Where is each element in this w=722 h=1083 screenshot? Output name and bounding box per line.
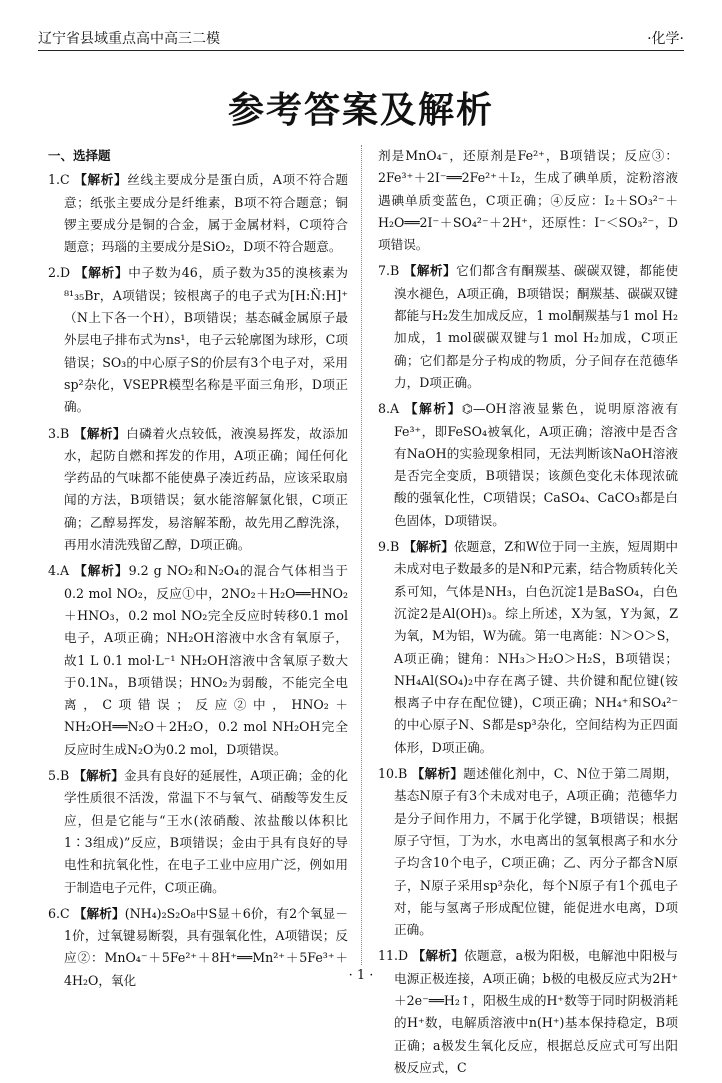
header-subject: ·化学· <box>647 31 684 47</box>
page-number: · 1 · <box>348 968 374 983</box>
answer-item: 2.D 【解析】中子数为46，质子数为35的溴核素为⁸¹₃₅Br，A项错误；铵根离子的电子式为[H:N̈:H]⁺（N上下各一个H），B项错误；基态碱金属原子最外层电子排布式为ns¹，电子云轮廓图为球形，C项错误；SO₃的中心原子S的价层有3个电子对，采用sp²杂化，VSEPR模型名称是平面三角形，D项正确。 <box>48 265 348 415</box>
answer-item: 3.B 【解析】白磷着火点较低，液溴易挥发，故添加水，起防自燃和挥发的作用，A项正确；闻任何化学药品的气味都不能使鼻子凑近药品，应该采取扇闻的方法，B项错误；氨水能溶解氯化银，C项正确；乙醇易挥发，易溶解苯酚，故先用乙醇洗涤，再用水清洗残留乙醇，D项正确。 <box>48 425 349 553</box>
column-divider <box>361 145 362 965</box>
answer-item: 7.B 【解析】它们都含有酮羰基、碳碳双键，都能使溴水褪色，A项正确，B项错误；酮羰基、碳碳双键都能与H₂发生加成反应，1 mol酮羰基与1 mol H₂加成，1 mol碳碳双键与1 mol H₂加成，C项正确；它们都是分子构成的物质，分子间存在范德华力，D项正确。 <box>378 263 679 390</box>
right-column <box>378 145 678 1083</box>
page-header <box>38 22 684 51</box>
answer-item: 8.A 【解析】⌬—OH溶液显紫色，说明原溶液有Fe³⁺，即FeSO₄被氧化，A项正确；溶液中是否含有NaOH的实验现象相同，无法判断该NaOH溶液是否完全变质，B项错误；该颜色变化未体现浓硫酸的强氧化性，C项错误；CaSO₄、CaCO₃都是白色固体，D项错误。 <box>378 401 678 528</box>
answer-item: 6.C 【解析】(NH₄)₂S₂O₈中S显＋6价，有2个氧显－1价，过氧键易断裂，具有强氧化性，A项错误；反应②：MnO₄⁻＋5Fe²⁺＋8H⁺══Mn²⁺＋5Fe³⁺＋4H₂O，氧化 <box>48 905 348 988</box>
left-column <box>48 145 348 996</box>
page-title: 参考答案及解析 <box>227 90 494 131</box>
answer-item: 5.B 【解析】金具有良好的延展性，A项正确；金的化学性质很不活泼，常温下不与氧气、硝酸等发生反应，但是它能与“王水(浓硝酸、浓盐酸以体积比1∶3组成)”反应，B项错误；金由于具有良好的导电性和抗氧化性，在电子工业中应用广泛，例如用于制造电子元件，C项正确。 <box>48 768 348 895</box>
answer-item: 11.D 【解析】依题意，a极为阳极，电解池中阳极与电源正极连接，A项正确；b极的电极反应式为2H⁺＋2e⁻══H₂↑，阳极生成的H⁺数等于同时阴极消耗的H⁺数，电解质溶液中n(H⁺)基本保持稳定，B项正确；a极发生氧化反应，根据总反应式可写出阳极反应式，C <box>378 948 678 1075</box>
header-exam-title: 辽宁省县域重点高中高三二模 <box>38 31 220 47</box>
section-heading: 一、选择题 <box>48 148 111 163</box>
answer-item: 9.B 【解析】依题意，Z和W位于同一主族，短周期中未成对电子数最多的是N和P元素，结合物质转化关系可知，气体是NH₃，白色沉淀1是BaSO₄，白色沉淀2是Al(OH)₃。综上所述，X为氢，Y为氮，Z为氧，M为铝，W为硫。第一电离能：N＞O＞S，A项正确；键角：NH₃＞H₂O＞H₂S，B项错误；NH₄Al(SO₄)₂中存在离子键、共价键和配位键(铵根离子中存在配位键)，C项正确；NH₄⁺和SO₄²⁻的中心原子N、S都是sp³杂化，空间结构为正四面体形，D项正确。 <box>378 539 679 755</box>
answer-item: 1.C 【解析】丝线主要成分是蛋白质，A项不符合题意；纸张主要成分是纤维素，B项不符合题意；铜锣主要成分是铜的合金，属于金属材料，C项符合题意；玛瑙的主要成分是SiO₂，D项不符合题意。 <box>48 172 348 255</box>
answer-item: 10.B 【解析】题述催化剂中，C、N位于第二周期，基态N原子有3个未成对电子，A项正确；范德华力是分子间作用力，不属于化学键，B项错误；根据原子守恒，丁为水，水电离出的氢氧根离子和水分子均含10个电子，C项正确；乙、丙分子都含N原子，N原子采用sp³杂化，每个N原子有1个孤电子对，能与氢离子形成配位键，能促进水电离，D项正确。 <box>378 766 679 938</box>
answer-item: 4.A 【解析】9.2 g NO₂和N₂O₄的混合气体相当于0.2 mol NO₂，反应①中，2NO₂＋H₂O══HNO₂＋HNO₃，0.2 mol NO₂完全反应时转移0.1 mol电子，A项正确；NH₂OH溶液中水含有氧原子，故1 L 0.1 mol·L⁻¹ NH₂OH溶液中含氧原子数大于0.1Nₐ，B项错误；HNO₂为弱酸，不能完全电离，C项错误；反应②中，HNO₂＋NH₂OH══N₂O＋2H₂O，0.2 mol NH₂OH完全反应时生成N₂O为0.2 mol，D项错误。 <box>48 563 348 757</box>
answer-item-continued: 剂是MnO₄⁻，还原剂是Fe²⁺，B项错误；反应③：2Fe³⁺＋2I⁻══2Fe²⁺＋I₂，生成了碘单质，淀粉溶液遇碘单质变蓝色，C项正确；④反应：I₂＋SO₃²⁻＋H₂O══2I⁻＋SO₄²⁻＋2H⁺，还原性：I⁻＜SO₃²⁻，D项错误。 <box>378 148 678 253</box>
